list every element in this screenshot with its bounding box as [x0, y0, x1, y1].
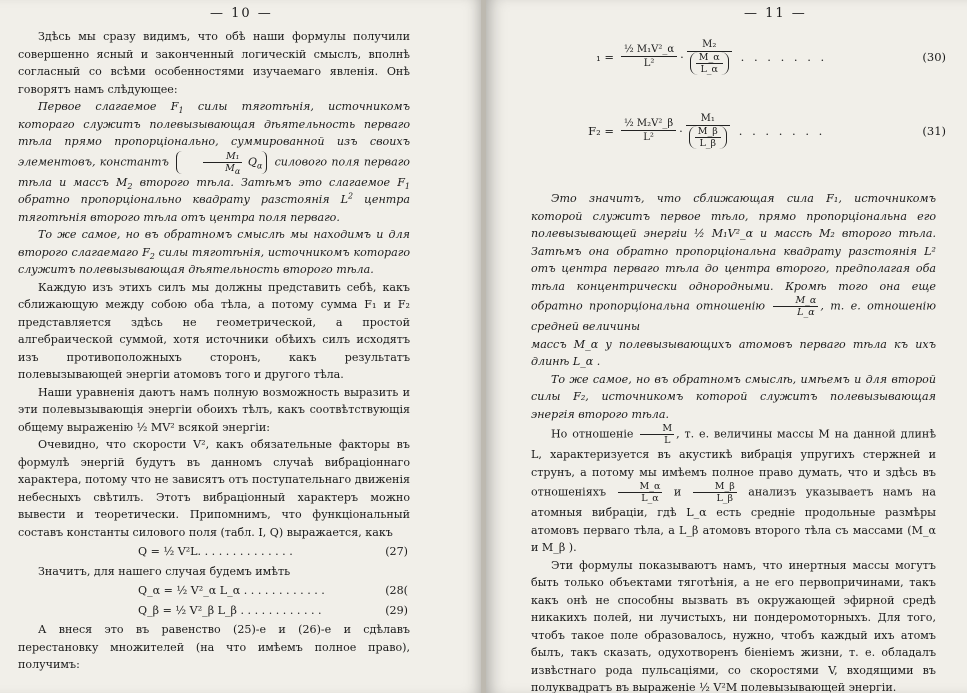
paragraph: Очевидно, что скорости V², какъ обязательные факторы въ формулѣ энергій будутъ въ данномъ случаѣ вибраціоннаго характера, потому что не зависятъ отъ поступательнаго движенія небесныхъ свѣтилъ. Этотъ вибраціонный характеръ можно вывести и теоретически. Припомнимъ, что функціональный составъ константы силового поля (табл. I, Q) выражается, какъ [18, 438, 410, 539]
left-body [18, 28, 410, 674]
paragraph: Но отношеніе $\frac{M}{L}$ , т. е. величины массы M на данной длинѣ L, характеризуется въ акустикѣ вибрація упругихъ стержней и струнъ, а потому мы имѣемъ полное право думать, что и здѣсь въ отношеніяхъ $\frac{M\_\alpha}{L\_\alpha}$ и $\frac{M\_\beta}{L\_\beta}$ анализъ указываетъ намъ на атомныя вибраціи, гдѣ L_α есть средніе продольные размѣры атомовъ перваго тѣла, а L_β атомовъ второго тѣла съ массами (M_α и M_β ). [531, 423, 937, 554]
constant-bracket: $\frac{\text{M₁}}{M_\alpha}$ $Q_\alpha$ [176, 151, 267, 174]
paragraph: Каждую изъ этихъ силъ мы должны представить себѣ, какъ сближающую между собою оба тѣла, а потому сумма F₁ и F₂ представляется здѣсь не геометрической, а простой алгебраической суммой, хотя источники обѣихъ силъ исходятъ изъ противоположныхъ сторонъ, какъ результатъ полевызывающей энергіи атомовъ того и другого тѣла. [18, 280, 410, 381]
formula-30: ₁ = $\frac{\text{½ M₁V²\_α}}{\text{L²}}$ · M₂ $\frac{M\_\alpha}{L\_\alpha}$ . . . . . . . (30) [596, 39, 946, 75]
page-number-11: — 11 — [744, 6, 807, 21]
equation-28: Q_α = ½ V²_α L_α . . . . . . . . . . . . (28( [138, 584, 408, 597]
paragraph-italic: То же самое, но въ обратномъ смыслѣ мы находимъ и для второго слагаемаго $F_2$ силы тяготѣнія, источникомъ котораго служитъ полевызывающая дѣятельность второго тѣла. [18, 228, 410, 276]
paragraph: Значитъ, для нашего случая будемъ имѣть [38, 564, 291, 578]
paragraph-italic: Это значитъ, что сближающая сила F₁, источникомъ которой служитъ первое тѣло, прямо пропорціональна его полевызывающей энергіи ½ M₁V²_α и массѣ M₂ второго тѣла. Затѣмъ она обратно пропорціональна квадрату разстоянія L² отъ центра перваго тѣла до центра второго, предполагая оба тѣла концентрически однородными. Кромѣ того она еще обратно пропорціональна отношенію $\frac{M\_\alpha}{L\_\alpha}$ , т. е. отношенію средней величины [531, 192, 936, 333]
paragraph: Эти формулы показываютъ намъ, что инертныя массы могутъ быть только объектами тяготѣнія, а не его первопричинами, такъ какъ онѣ не способны вызвать въ окружающей эфирной средѣ никакихъ полей, ни лучистыхъ, ни пондеромоторныхъ. Для того, чтобъ такое поле образовалось, нужно, чтобъ каждый ихъ атомъ былъ, такъ сказать, одухотворенъ біеніемъ жизни, т. е. обладалъ извѣстнаго рода пульсаціями, со скоростями V, входящими въ полуквадратъ въ выраженіе ½ V²M полевызывающей энергіи. [531, 558, 936, 693]
paragraph: Здѣсь мы сразу видимъ, что обѣ наши формулы получили совершенно ясный и законченный логическій смыслъ, вполнѣ согласный со всѣми особенностями изучаемаго явленія. Онѣ говорятъ намъ слѣдующее: [18, 30, 410, 96]
equation-29: Q_β = ½ V²_β L_β . . . . . . . . . . . . (29) [138, 603, 408, 617]
page-number-10: — 10 — [210, 6, 273, 21]
right-page [486, 0, 967, 693]
left-page [0, 0, 481, 693]
mass-ratio-fraction: $\frac{\text{M₁}}{M_\alpha}$ [203, 151, 242, 174]
paragraph-italic: То же самое, но въ обратномъ смыслѣ, имѣемъ и для второй силы F₂, источникомъ которой служитъ полевызывающая энергія второго тѣла. [531, 372, 936, 421]
right-body [531, 190, 936, 693]
paragraph-italic: Первое слагаемое $F_1$ силы тяготѣнія, источникомъ котораго служитъ полевызывающая дѣятельность перваго тѣла прямо пропорціонально, суммированной изъ своихъ элементовъ, константъ $\frac{\text{M₁}}{M_\alpha}$ $Q_\alpha$ силового поля перваго тѣла и массъ $M_2$ второго тѣла. Затѣмъ это слагаемое $F_1$ обратно пропорціонально квадрату разстоянія $L^2$ центра тяготѣнія второго тѣла отъ центра поля перваго. [18, 100, 410, 224]
paragraph: Наши уравненія даютъ намъ полную возможность выразить и эти полевызывающія энергіи обоихъ тѣлъ, какъ соотвѣтствующія общему выраженію ½ MV² всякой энергіи: [18, 385, 410, 434]
formula-31: F₂ = $\frac{\text{½ M₂V²\_β}}{\text{L²}}$ · M₁ $\frac{M\_\beta}{L\_\beta}$ . . . . . . . (31) [588, 113, 946, 149]
paragraph: А внеся это въ равенство (25)-е и (26)-е и сдѣлавъ перестановку множителей (на что имѣемъ полное право), получимъ: [18, 623, 410, 671]
equation-27: Q = ½ V²L. . . . . . . . . . . . . . (27) [138, 545, 408, 558]
paragraph-italic: массъ M_α у полевызывающихъ атомовъ перваго тѣла къ ихъ длинѣ L_α . [531, 337, 936, 368]
